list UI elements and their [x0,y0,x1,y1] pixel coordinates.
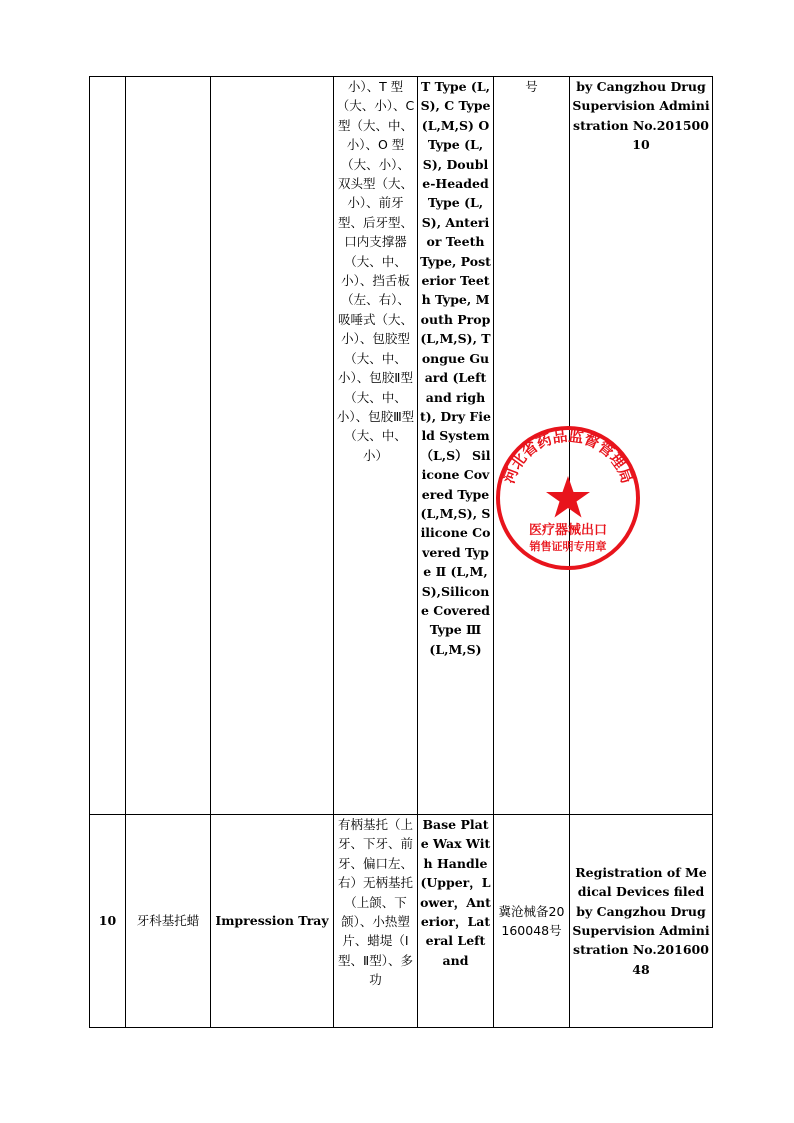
remark-cell: by Cangzhou Drug Supervision Administration No.20150010 [570,77,713,815]
no-cell [90,77,126,815]
table-row [90,815,713,1028]
table-row [90,77,713,815]
reg-no-cell: 号 [494,77,570,815]
name-en-cell [211,77,334,815]
spec-en-cell: Base Plate Wax With Handle (Upper，Lower，Anterior，Lateral Left and [418,815,494,1028]
remark-cell: Registration of Medical Devices filed by Cangzhou Drug Supervision Administration No.20160048 [570,815,713,1028]
no-cell: 10 [90,815,126,1028]
seal-arc-text: 河北省药品监督管理局 [499,426,637,486]
product-table [89,76,713,1028]
spec-cn-cell: 有柄基托（上牙、下牙、前牙、偏口左、右）无柄基托（上颌、下颌）、小热塑片、蜡堤（Ⅰ型、Ⅱ型）、多功 [334,815,418,1028]
seal-line1: 医疗器械出口 [528,523,608,538]
spec-cn-cell: 小）、T 型（大、小）、C 型（大、中、小）、O 型（大、小）、双头型（大、小）、前牙型、后牙型、口内支撑器（大、中、小）、挡舌板（左、右）、吸唾式（大、小）、包胶型（大、中、小）、包胶Ⅱ型（大、中、小）、包胶Ⅲ型（大、中、小） [334,77,418,815]
spec-en-cell: T Type (L,S), C Type (L,M,S) O Type (L,S), Double-Headed Type (L,S), Anterior Teeth Type, Posterior Teeth Type, Mouth Prop (L,M,S), Tongue Guard (Left and right), Dry Field System （L,S） Silicone Covered Type (L,M,S), Silicone Covered Type Ⅱ (L,M,S),Silicone Covered Type Ⅲ (L,M,S) [418,77,494,815]
name-en-cell: Impression Tray [211,815,334,1028]
reg-no-cell: 冀沧械备20160048号 [494,815,570,1028]
name-cn-cell [126,77,211,815]
seal-line2: 销售证明专用章 [529,540,607,553]
name-cn-cell: 牙科基托蜡 [126,815,211,1028]
